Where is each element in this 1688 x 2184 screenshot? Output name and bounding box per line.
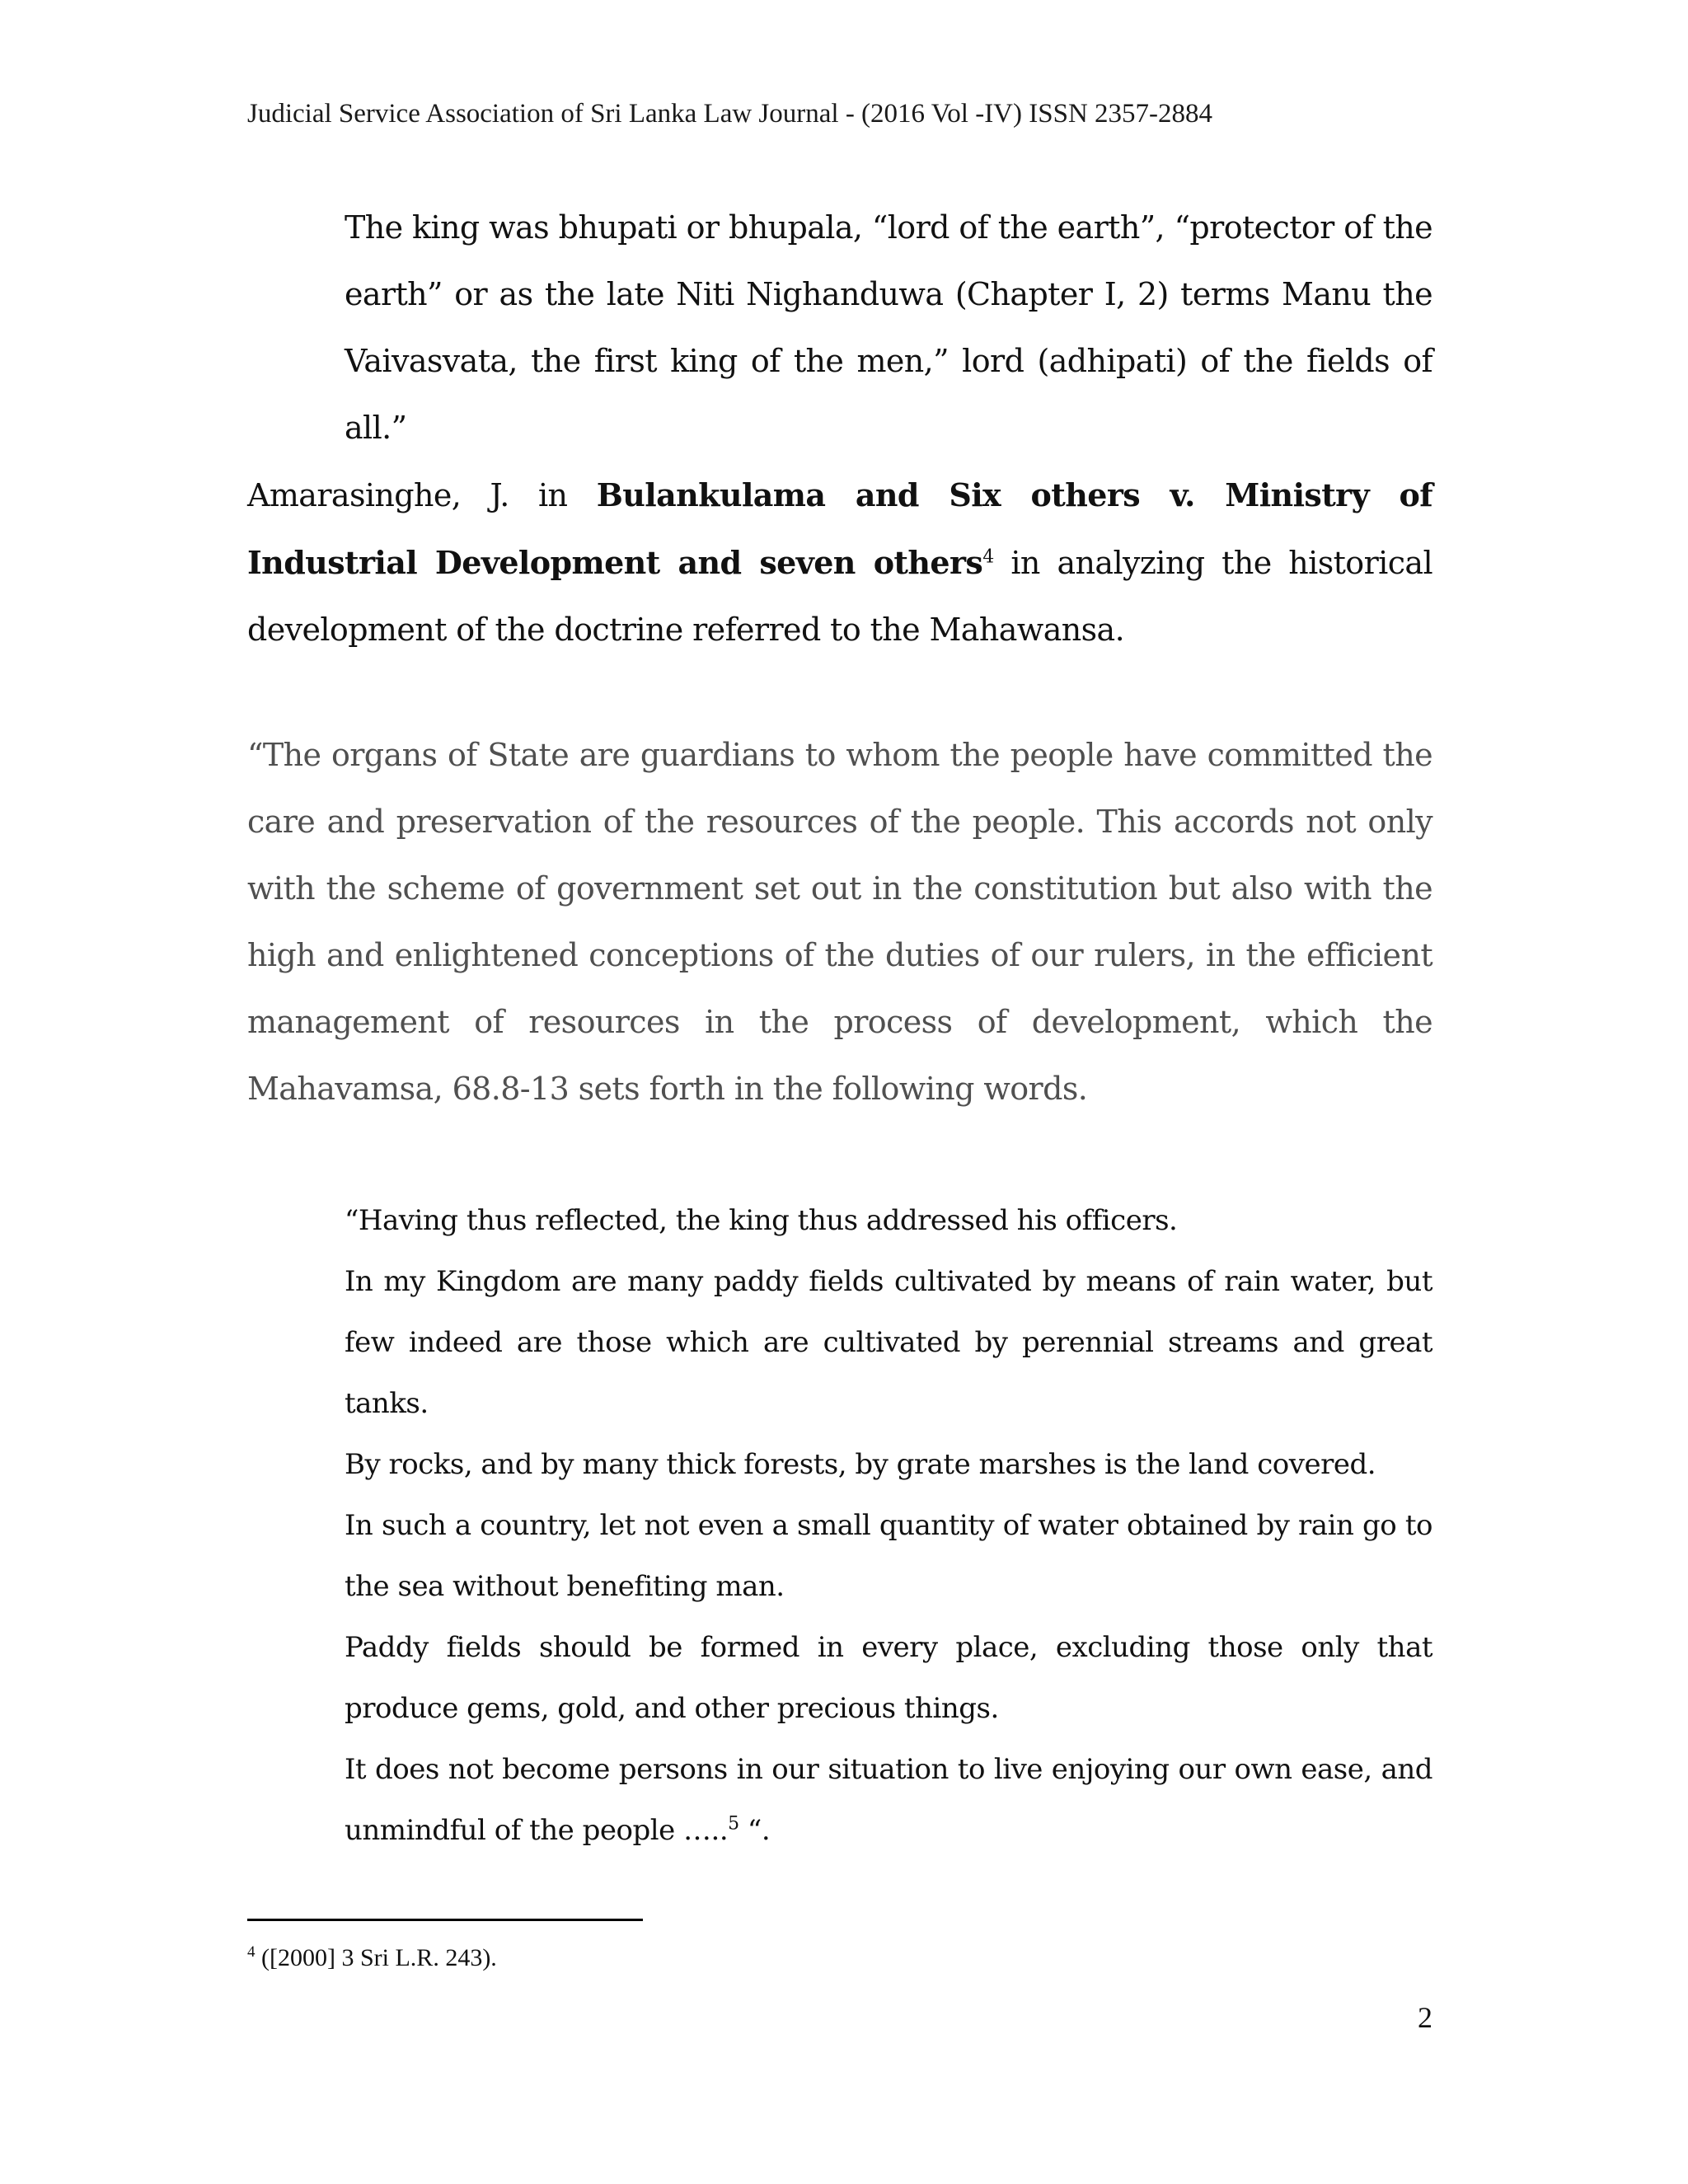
case-name: Bulankulama and Six others v. Ministry of Industrial Development and seven others bbox=[247, 476, 1432, 581]
judge-name: Amarasinghe, J. in bbox=[247, 477, 597, 513]
footnote-ref-4: 4 bbox=[982, 546, 994, 568]
quote-line: By rocks, and by many thick forests, by grate marshes is the land covered. bbox=[345, 1448, 1376, 1481]
footnote-text: ([2000] 3 Sri L.R. 243). bbox=[255, 1944, 497, 1971]
quote-line: “Having thus reflected, the king thus addressed his officers. bbox=[345, 1204, 1178, 1237]
mahavamsa-quote bbox=[345, 1190, 1432, 1861]
block-quote-king-lord-of-earth: The king was bhupati or bhupala, “lord of the earth”, “protector of the earth” or as the late Niti Nighanduwa (Chapter I, 2) terms Manu the Vaivasvata, the first king of the men,” lord (adhipati) of the fields of all.” bbox=[345, 209, 1432, 446]
running-header: Judicial Service Association of Sri Lanka Law Journal - (2016 Vol -IV) ISSN 2357-2884 bbox=[247, 99, 1213, 129]
footnote-separator bbox=[247, 1919, 643, 1921]
body-paragraph bbox=[247, 462, 1432, 663]
judgment-quote: “The organs of State are guardians to whom the people have committed the care and preservation of the resources of the people. This accords not only with the scheme of government set out in the constitution but also with the high and enlightened conceptions of the duties of our rulers, in the efficient management of resources in the process of development, which the Mahavamsa, 68.8-13 sets forth in the following words. bbox=[247, 737, 1432, 1107]
footnote-ref-5: 5 bbox=[728, 1813, 739, 1835]
paragraph-rest: in analyzing the historical development of the doctrine referred to the Mahawansa. bbox=[247, 545, 1432, 648]
quote-line-last bbox=[345, 1739, 1432, 1861]
quote-line: Paddy fields should be formed in every place, excluding those only that produce gems, gold, and other precious things. bbox=[345, 1631, 1432, 1725]
quote-line: In such a country, let not even a small quantity of water obtained by rain go to the sea without benefiting man. bbox=[345, 1509, 1432, 1603]
quote-line: In my Kingdom are many paddy fields cultivated by means of rain water, but few indeed are those which are cultivated by perennial streams and great tanks. bbox=[345, 1265, 1432, 1420]
quote-last-text: It does not become persons in our situation to live enjoying our own ease, and unmindful of the people ….. bbox=[345, 1753, 1432, 1847]
quote-close: “. bbox=[738, 1814, 771, 1847]
page-number: 2 bbox=[1418, 2001, 1432, 2034]
footnote-4 bbox=[247, 1942, 497, 1975]
footnote-marker: 4 bbox=[247, 1943, 256, 1961]
